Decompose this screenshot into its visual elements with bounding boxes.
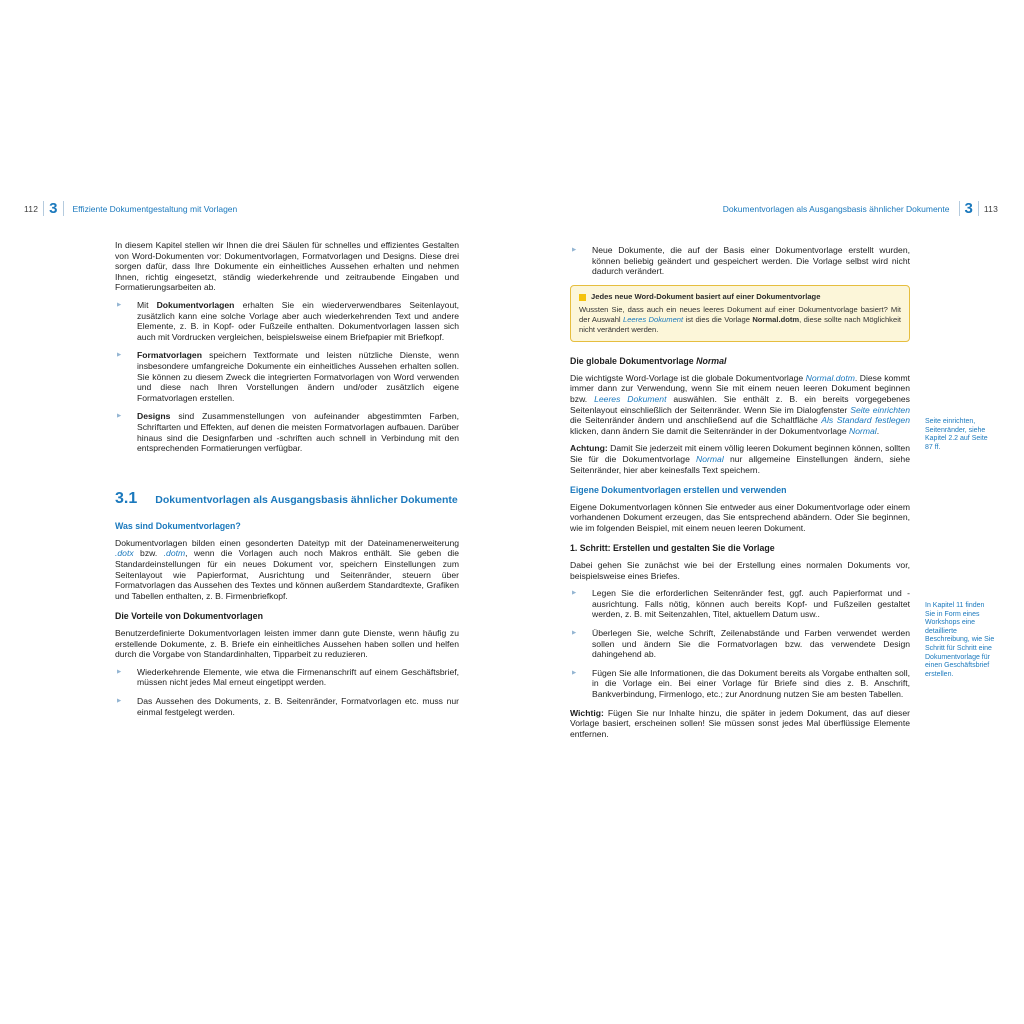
text-segment: Normal xyxy=(848,425,877,436)
header-title: Dokumentvorlagen als Ausgangsbasis ähnlicher Dokumente xyxy=(722,203,950,214)
text-segment: auswählen. Sie enthält z. B. ein bereits vorgegebenes Seitenlayout einschließlich der Seitenränder. Wenn Sie im Dialogfenster xyxy=(570,393,910,415)
bullet-item xyxy=(115,300,459,342)
bullet-text xyxy=(137,667,459,688)
paragraph xyxy=(115,538,459,602)
info-box-header xyxy=(579,292,901,303)
text-segment: Wussten Sie, dass auch ein neues leeres Dokument auf einer Dokumentvorlage basiert? Mit der Auswahl xyxy=(579,305,901,324)
text-segment: Leeres Dokument xyxy=(622,314,684,324)
bullet-text xyxy=(137,350,459,403)
chapter-number: 3 xyxy=(49,200,58,217)
header-divider xyxy=(959,201,960,216)
text-segment: Wichtig: xyxy=(570,707,604,718)
right-page-header xyxy=(719,201,998,216)
subheading xyxy=(570,356,910,367)
left-page-header xyxy=(24,201,241,216)
text-segment: Was sind Dokumentvorlagen? xyxy=(115,521,241,532)
text-segment: Eigene Dokumentvorlagen können Sie entweder aus einer Dokumentvorlage oder einem vorhandenen Dokument erzeugen, das Sie entsprechend abändern. Oder Sie beginnen, wie im folgenden Beispiel, mit einem neuen leeren Dokument. xyxy=(570,501,910,533)
bullet-text xyxy=(137,411,459,453)
text-segment: Das Aussehen des Dokuments, z. B. Seitenränder, Formatvorlagen etc. muss nur einmal festgelegt werden. xyxy=(137,696,459,717)
bullet-triangle-icon: ▶ xyxy=(117,413,122,420)
header-divider xyxy=(43,201,44,216)
page-number: 113 xyxy=(983,203,998,214)
bullet-item xyxy=(115,696,459,717)
text-segment: speichern Textformate und leisten nützliche Dienste, wenn insbesondere umfangreiche Dokumente ein einheitliches Aussehen erhalten sollen. Sie können zu diesem Zweck die integrierten Formatvorlagen von Word verwenden und diese nach Ihren Vorstellungen ändern und/oder zusätzlich eigene Formatvorlagen erstellen. xyxy=(137,350,459,403)
text-segment: Fügen Sie alle Informationen, die das Dokument bereits als Vorgabe enthalten soll, in die Vorlage ein. Bei einer Vorlage für Briefe sind dies z. B. Anschrift, Bankverbindung, Firmenlogo, etc.; zur Anordnung nutzen Sie am besten Tabellen. xyxy=(592,667,910,699)
text-segment: Neue Dokumente, die auf der Basis einer Dokumentvorlage erstellt wurden, können beliebig geändert und gespeichert werden. Die Vorlage selbst wird nicht dadurch verändert. xyxy=(592,245,910,277)
header-divider xyxy=(978,201,979,216)
text-segment: , diese sollte nach Möglichkeit nicht verändert werden. xyxy=(579,314,901,334)
paragraph xyxy=(570,502,910,534)
text-segment: Normal.dotm xyxy=(805,372,855,383)
section-title: Dokumentvorlagen als Ausgangsbasis ähnlicher Dokumente xyxy=(155,493,458,506)
bullet-triangle-icon: ▶ xyxy=(572,590,577,597)
bullet-triangle-icon: ▶ xyxy=(572,669,577,676)
bullet-item xyxy=(570,628,910,660)
paragraph xyxy=(115,240,459,293)
text-segment: Designs xyxy=(137,411,171,422)
text-segment: nur allgemeine Einstellungen ändern, siehe Seitenränder, hier aber keinesfalls Text speichern. xyxy=(570,453,910,475)
paragraph xyxy=(570,373,910,437)
text-segment: Normal xyxy=(696,453,724,464)
paragraph xyxy=(115,628,459,660)
info-box-text xyxy=(579,305,901,334)
bullet-item xyxy=(115,411,459,453)
text-segment: die Seitenränder ändern und anschließend auf die Schaltfläche xyxy=(570,415,822,426)
subheading xyxy=(570,543,910,554)
text-segment: Dokumentvorlagen bilden einen gesonderten Dateityp mit der Dateinamenerweiterung xyxy=(115,537,459,548)
text-segment: klicken, dann ändern Sie damit die Seitenränder in der Dokumentvorlage xyxy=(570,425,849,436)
text-segment: . xyxy=(876,425,880,436)
text-segment: .dotm xyxy=(163,548,186,559)
bullet-text xyxy=(592,245,910,277)
bullet-item xyxy=(570,668,910,700)
header-divider xyxy=(63,201,64,216)
text-segment: Formatvorlagen xyxy=(137,350,202,361)
note-square-icon xyxy=(579,294,586,301)
text-segment: Normal xyxy=(696,356,727,367)
bullet-text xyxy=(137,696,459,717)
text-segment: Fügen Sie nur Inhalte hinzu, die später in jedem Dokument, das auf dieser Vorlage basiert, erscheinen sollen! Sie müssen sonst jedes Mal überflüssige Elemente entfernen. xyxy=(570,707,910,739)
bullet-triangle-icon: ▶ xyxy=(117,698,122,704)
paragraph xyxy=(570,443,910,475)
text-segment: Wiederkehrende Elemente, wie etwa die Firmenanschrift auf einem Geschäftsbrief, müssen nicht jedes Mal erneut eingetippt werden. xyxy=(137,666,459,688)
bullet-item xyxy=(115,350,459,403)
paragraph xyxy=(570,708,910,740)
text-segment: Die Vorteile von Dokumentvorlagen xyxy=(115,611,263,622)
subheading xyxy=(115,521,459,532)
text-segment: Eigene Dokumentvorlagen erstellen und verwenden xyxy=(570,485,787,496)
bullet-item xyxy=(570,588,910,620)
text-segment: Normal.dotm xyxy=(752,314,800,324)
bullet-triangle-icon: ▶ xyxy=(117,668,122,675)
text-segment: Überlegen Sie, welche Schrift, Zeilenabstände und Farben verwendet werden sollen und ändern Sie die Formatvorlagen bzw. das verwendete Design dahingehend ab. xyxy=(592,628,910,660)
page-number: 112 xyxy=(24,203,39,214)
left-page-content xyxy=(115,240,459,725)
bullet-triangle-icon: ▶ xyxy=(117,301,122,308)
text-segment: In diesem Kapitel stellen wir Ihnen die drei Säulen für schnelles und effizientes Gestalten von Word-Dokumenten vor: Dokumentvorlagen, Formatvorlagen und Designs. Diese drei sorgen dafür, dass Ihre Dokumente ein einheitliches Aussehen erhalten und nehmen Ihnen, richtig eingesetzt, ständig wiederkehrende und zeitraubende Eingaben und Formatierungsarbeiten ab. xyxy=(115,240,459,293)
section-heading xyxy=(115,489,459,507)
text-segment: Dabei gehen Sie zunächst wie bei der Erstellung eines normalen Dokuments vor, beispielsweise eines Briefes. xyxy=(570,560,910,581)
bullet-text xyxy=(137,300,459,342)
text-segment: Achtung: xyxy=(570,443,608,454)
text-segment: Benutzerdefinierte Dokumentvorlagen leisten immer dann gute Dienste, wenn häufig zu erstellende Dokumente, z. B. Briefe ein einheitliches Aussehen haben sollen und helfen durch die Vorgabe von Standardinhalten, Tipparbeit zu reduzieren. xyxy=(115,628,459,660)
text-segment: Damit Sie jederzeit mit einem völlig leeren Dokument beginnen können, sollten Sie für die Dokumentvorlage xyxy=(570,443,910,464)
margin-note: Seite einrichten, Seitenränder, siehe Kapitel 2.2 auf Seite 87 ff. xyxy=(925,418,988,451)
text-segment: Die globale Dokumentvorlage xyxy=(570,356,697,367)
text-segment: sind Zusammenstellungen von aufeinander abgestimmten Farben, Schriftarten und Effekten, auf denen die meisten Formatvorlagen aufbauen. Darüber hinaus sind die Designfarben und -schriften auch schnell in Verbindung mit den entsprechenden Formatierungen verfügbar. xyxy=(137,411,459,454)
bullet-triangle-icon: ▶ xyxy=(572,247,577,253)
text-segment: .dotx xyxy=(115,548,134,559)
subheading xyxy=(570,485,910,496)
text-segment: bzw. xyxy=(133,548,164,559)
paragraph xyxy=(570,560,910,581)
section-number: 3.1 xyxy=(115,489,138,507)
bullet-text xyxy=(592,588,910,620)
text-segment: 1. Schritt: Erstellen und gestalten Sie die Vorlage xyxy=(570,543,775,554)
info-box-title: Jedes neue Word-Dokument basiert auf einer Dokumentvorlage xyxy=(591,291,821,301)
info-box xyxy=(570,285,910,342)
subheading xyxy=(115,611,459,622)
margin-note: In Kapitel 11 finden Sie in Form eines Workshops eine detaillierte Beschreibung, wie Sie Schritt für Schritt eine Dokumentvorlage für einen Geschäftsbrief erstellen. xyxy=(925,602,995,678)
bullet-item xyxy=(570,245,910,277)
text-segment: Die wichtigste Word-Vorlage ist die globale Dokumentvorlage xyxy=(570,372,806,383)
text-segment: Seite einrichten xyxy=(850,404,910,415)
text-segment: , wenn die Vorlagen auch noch Makros enthält. Sie geben die Standardeinstellungen für ein neues Dokument vor, speichern Einstellungen zum Seitenlayout wie Papierformat, Ausrichtung und Seitenränder, steuern über Formatvorlagen das Aussehen des Textes und können außerdem Standardtexte, Grafiken und Tabellen enthalten, z. B. Firmenbriefkopf. xyxy=(115,548,459,601)
bullet-triangle-icon: ▶ xyxy=(572,630,577,637)
chapter-number: 3 xyxy=(964,200,973,217)
text-segment: Leeres Dokument xyxy=(594,393,667,404)
text-segment: erhalten Sie ein wiederverwendbares Seitenlayout, zusätzlich kann eine solche Vorlage aber auch wiederkehrenden Text und andere Elemente, z. B. in Kopf- oder Fußzeile enthalten. Dokumentvorlagen lassen sich auch mit Vordrucken vergleichen, beispielsweise einem Briefpapier mit Briefkopf. xyxy=(137,299,459,342)
bullet-triangle-icon: ▶ xyxy=(117,352,122,359)
text-segment: Mit xyxy=(137,299,157,310)
text-segment: Legen Sie die erforderlichen Seitenränder fest, ggf. auch Papierformat und -ausrichtung. Falls nötig, können auch bereits Kopf- und Fußzeilen gestaltet werden, z. B. mit Seitenzahlen, Titel, aktuellem Datum usw.. xyxy=(592,588,910,620)
text-segment: Als Standard festlegen xyxy=(821,415,910,426)
bullet-item xyxy=(115,667,459,688)
text-segment: Dokumentvorlagen xyxy=(156,299,235,310)
right-page-content xyxy=(570,245,910,746)
header-title: Effiziente Dokumentgestaltung mit Vorlagen xyxy=(72,203,238,214)
text-segment: ist dies die Vorlage xyxy=(683,314,753,324)
bullet-text xyxy=(592,628,910,660)
text-segment: . Diese kommt immer dann zur Verwendung, wenn Sie mit einem neuen leeren Dokument beginnen bzw. xyxy=(570,372,911,404)
bullet-text xyxy=(592,668,910,700)
